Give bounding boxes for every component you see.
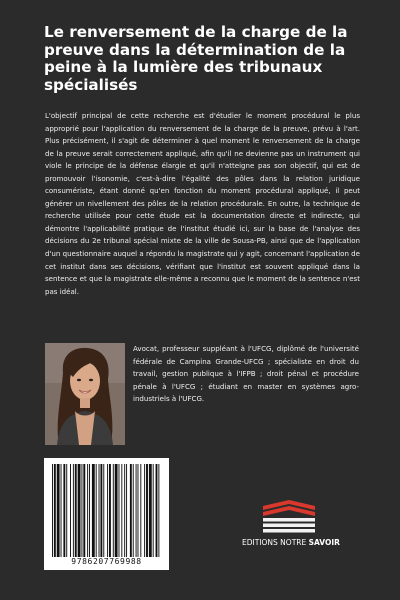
barcode-bar: [54, 464, 56, 557]
barcode-bar: [52, 464, 53, 557]
barcode-bar: [144, 464, 145, 557]
barcode-bar: [87, 464, 88, 557]
barcode-bar: [57, 464, 60, 557]
publisher-logo-icon: [257, 498, 321, 534]
barcode-bar: [107, 464, 108, 557]
barcode-bar: [83, 464, 85, 557]
barcode-bar: [78, 464, 81, 557]
barcode-bar: [109, 464, 111, 557]
barcode-bar: [136, 464, 137, 557]
isbn-number: 9786207769988: [71, 557, 142, 566]
author-photo: [45, 343, 125, 445]
barcode-bars: [50, 464, 163, 557]
barcode-bar: [146, 464, 148, 557]
barcode-bar: [99, 464, 100, 557]
author-portrait-image: [45, 343, 125, 445]
book-summary: L'objectif principal de cette recherche est d'étudier le moment procédural le plus approprié pour l'application du renversement de la charge de la preuve, prévu à l'art. Plus précisément, il s'agit de déterminer à quel moment le renversement de la charge de la preuve serait correctement appliqué, afin qu'il ne devienne pas un instrument qui viole le principe de la défense élargie et qu'il n'atteigne pas son objectif, qui est de promouvoir l'isonomie, c'est-à-dire l'égalité des pôles dans la relation juridique consumériste, étant donné qu'en fonction du moment procédural appliqué, il peut générer un nivellement des pôles de la relation procédurale. En outre, la technique de recherche utilisée pour cette étude est la documentation directe et indirecte, qui démontre l'applicabilité pratique de l'institut étudié ici, sur la base de l'analyse des décisions du 2e tribunal spécial mixte de la ville de Sousa-PB, ainsi que de l'application d'un questionnaire auquel a répondu la magistrate qui y agit, concernant l'application de cet institut dans ses décisions, vérifiant que l'institut est souvent appliqué dans la sentence et que la magistrate elle-même a reconnu que le moment de la sentence n'est pas idéal.: [45, 111, 360, 296]
barcode-bar: [124, 464, 125, 557]
barcode-bar: [103, 464, 104, 557]
barcode-bar: [89, 464, 90, 557]
barcode-bar: [149, 464, 152, 557]
barcode-bar: [92, 464, 95, 557]
barcode-bar: [75, 464, 77, 557]
barcode-bar: [158, 464, 159, 557]
barcode-bar: [140, 464, 141, 557]
publisher-name-part1: EDITIONS NOTRE: [242, 538, 309, 547]
barcode-bar: [156, 464, 158, 557]
barcode-bar: [100, 464, 102, 557]
barcode-bar: [73, 464, 74, 557]
barcode-bar: [61, 464, 62, 557]
barcode-bar: [121, 464, 122, 557]
barcode-bar: [113, 464, 114, 557]
barcode-bar: [153, 464, 154, 557]
barcode-bar: [126, 464, 127, 557]
publisher-name-part2: SAVOIR: [308, 538, 340, 547]
publisher-name: [242, 538, 362, 547]
barcode-bar: [66, 464, 67, 557]
barcode-bar: [81, 464, 82, 557]
barcode-bar: [130, 464, 132, 557]
barcode-bar: [96, 464, 97, 557]
barcode-bar: [70, 464, 71, 557]
barcode-bar: [138, 464, 139, 557]
author-biography: Avocat, professeur suppléant à l'UFCG, diplômé de l'université fédérale de Campina Grande-UFCG ; spécialiste en droit du travail, gestion publique à l'IFPB ; droit pénal et procédure pénale à l'UFCG ; étudiant en master en systèmes agro-industriels à l'UFCG.: [133, 344, 359, 404]
barcode-bar: [119, 464, 120, 557]
book-title: Le renversement de la charge de la preuve dans la détermination de la peine à la lumière des tribunaux spécialisés: [44, 23, 348, 94]
barcode-bar: [63, 464, 65, 557]
barcode-bar: [115, 464, 118, 557]
barcode-bar: [133, 464, 134, 557]
isbn-barcode: [44, 458, 169, 570]
